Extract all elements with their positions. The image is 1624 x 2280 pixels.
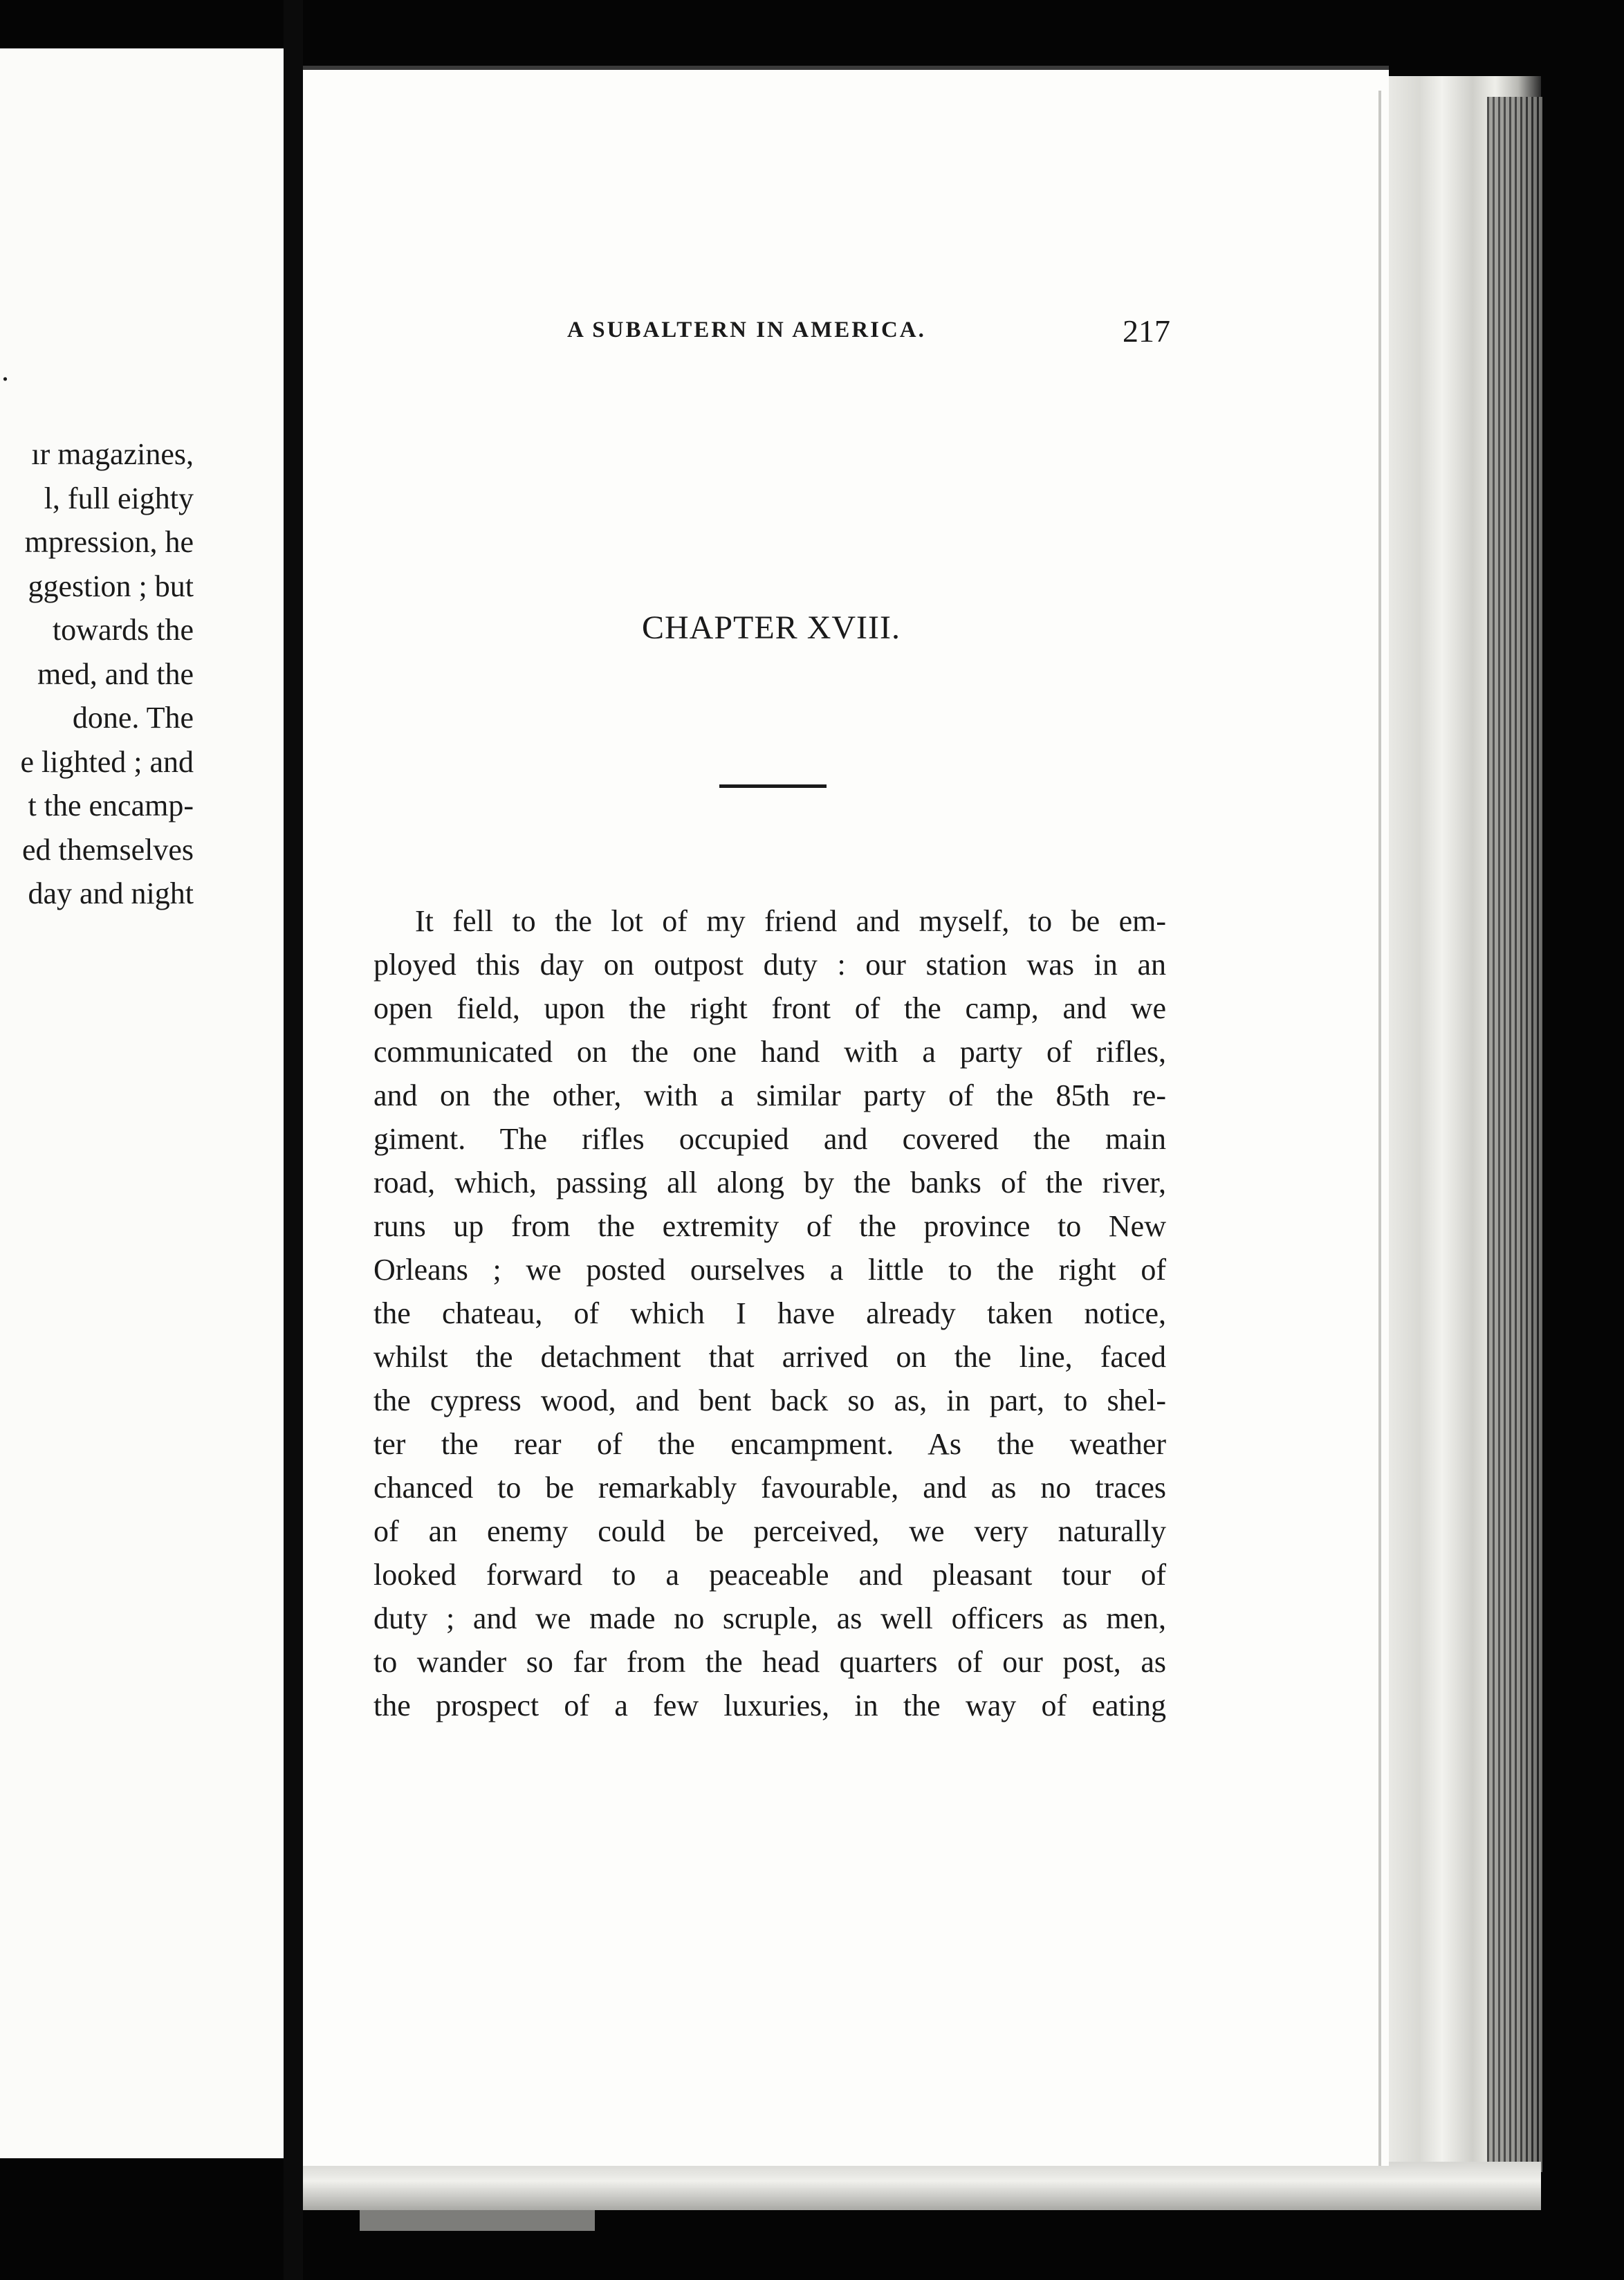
body-line: giment. The rifles occupied and covered the main [373,1122,1166,1156]
left-page-line: towards the [52,613,194,647]
chapter-title: CHAPTER XVIII. [642,609,901,646]
page-trim-edge [1378,91,1381,2166]
left-page-line: done. The [72,701,194,735]
body-line: duty ; and we made no scruple, as well officers as men, [373,1601,1166,1635]
left-page-line: day and night [28,876,194,910]
body-line: and on the other, with a similar party of the 85th re- [373,1078,1166,1112]
left-page-line: ggestion ; but [28,569,194,603]
body-line: ployed this day on outpost duty : our station was in an [373,948,1166,982]
body-line: road, which, passing all along by the banks of the river, [373,1166,1166,1199]
body-line: runs up from the extremity of the province to New [373,1209,1166,1243]
page-number: 217 [1123,313,1170,349]
body-line: the cypress wood, and bent back so as, in part, to shel- [373,1383,1166,1417]
book-gutter [284,0,303,2280]
body-line: of an enemy could be perceived, we very naturally [373,1514,1166,1548]
body-line: open field, upon the right front of the camp, and we [373,991,1166,1025]
left-page-line: t the encamp- [28,789,194,822]
body-line: ter the rear of the encampment. As the weather [373,1427,1166,1461]
body-line: to wander so far from the head quarters of our post, as [373,1645,1166,1679]
body-line: It fell to the lot of my friend and myself, to be em- [415,904,1166,938]
page-leaves-edge [1487,97,1542,2172]
left-page-line: med, and the [37,656,194,691]
left-page-line: mpression, he [24,525,194,559]
running-head: A SUBALTERN IN AMERICA. [567,318,926,342]
body-line: Orleans ; we posted ourselves a little to the right of [373,1253,1166,1287]
scanner-bar [360,2210,595,2231]
left-page-running-head-mark: . [1,353,9,387]
page-bottom-edge [303,2162,1541,2210]
left-page-line: ır magazines, [31,437,194,471]
left-page-fragment [0,48,284,2158]
body-line: chanced to be remarkably favourable, and as no traces [373,1471,1166,1505]
left-page-line: l, full eighty [44,481,194,515]
left-page-line: ed themselves [21,832,194,867]
chapter-rule [719,784,827,788]
body-line: looked forward to a peaceable and pleasant tour of [373,1558,1166,1592]
body-line: whilst the detachment that arrived on the line, faced [373,1340,1166,1374]
body-text [373,899,1166,1727]
body-line: the prospect of a few luxuries, in the way of eating [373,1689,1166,1722]
body-line: the chateau, of which I have already taken notice, [373,1296,1166,1330]
left-page-text [0,432,194,916]
left-page-line: e lighted ; and [20,744,194,779]
body-line: communicated on the one hand with a party of rifles, [373,1035,1166,1069]
